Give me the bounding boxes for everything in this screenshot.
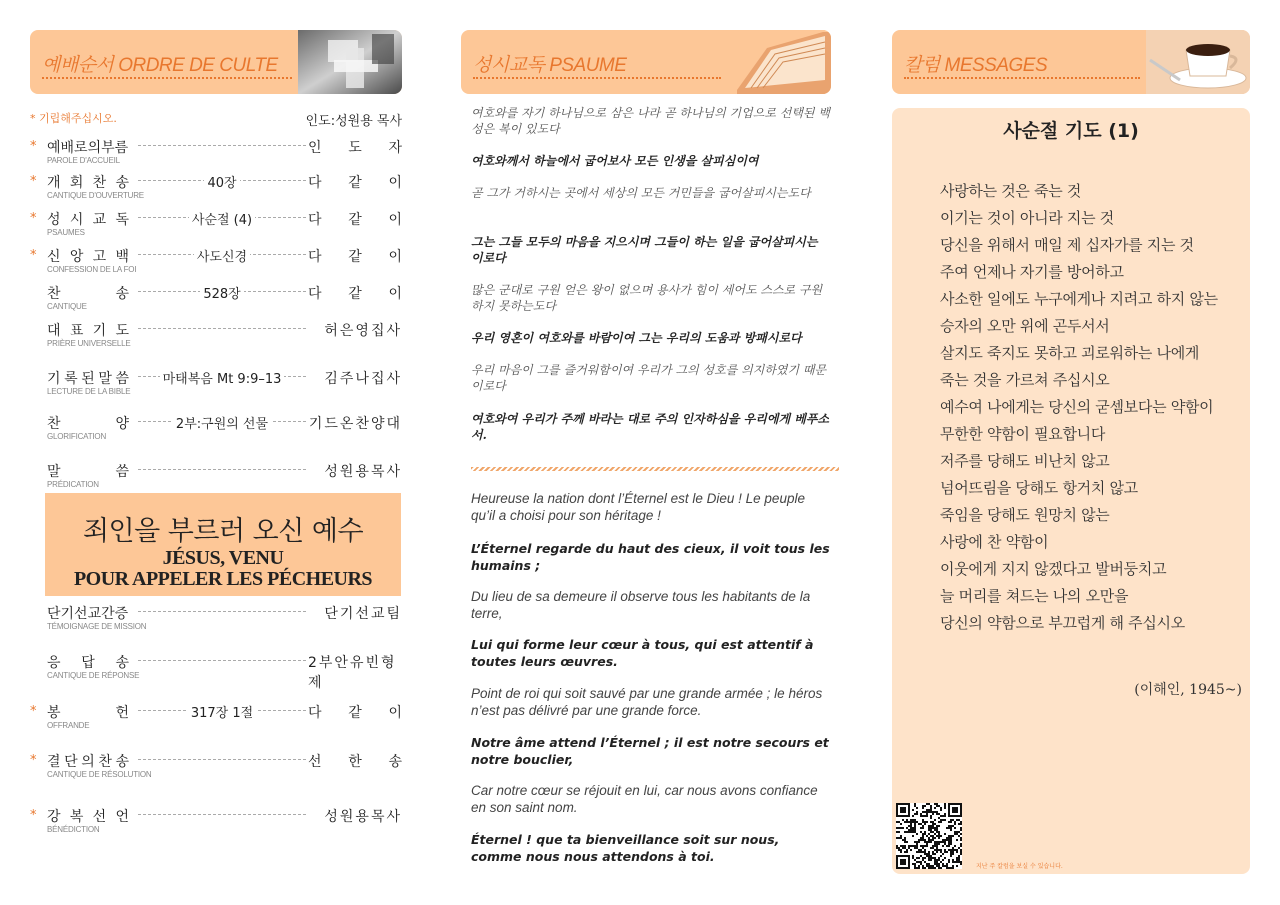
- service-item-name: 봉 헌: [47, 705, 129, 721]
- service-item-person: 인 도 자: [308, 140, 402, 156]
- service-item-detail-text: 40장: [204, 176, 239, 191]
- psalm-verse-french: Car notre cœur se réjouit en lui, car nous avons confiance en son saint nom.: [471, 783, 818, 815]
- poem-line: 이웃에게 지지 않겠다고 발버둥치고: [940, 560, 1167, 578]
- psalm-response-korean: 여호와여 우리가 주께 바라는 대로 주의 인자하심을 우리에게 베푸소서.: [471, 412, 830, 442]
- psalm-verse-french: Point de roi qui soit sauvé par une grande armée ; le héros n’est pas délivré par une grande force.: [471, 686, 823, 718]
- service-item-french: GLORIFICATION: [47, 432, 107, 441]
- service-item-name: 예배로의부름: [47, 140, 129, 156]
- stand-marker: *: [30, 211, 37, 226]
- service-item-detail-text: 528장: [200, 287, 243, 302]
- service-item: [30, 246, 402, 276]
- psalm-response-french: L’Éternel regarde du haut des cieux, il voit tous les humains ;: [471, 541, 830, 573]
- poem-line: 넘어뜨림을 당해도 항거치 않고: [940, 479, 1138, 497]
- service-item: [30, 806, 402, 836]
- poem-line: 당신을 위해서 매일 제 십자가를 지는 것: [940, 236, 1194, 254]
- service-item-name: 대 표 기 도: [47, 323, 129, 339]
- service-item-person: 2부안유빈형제: [308, 655, 397, 691]
- stand-note: * 기립해주십시오.: [30, 112, 117, 125]
- poem-line: 죽임을 당해도 원망치 않는: [940, 506, 1110, 524]
- service-item-person: 다 같 이: [308, 212, 402, 228]
- service-item-person: 선 한 송: [308, 754, 402, 770]
- psalm-divider: [471, 467, 839, 471]
- qr-caption: 지난 주 칼럼을 보실 수 있습니다.: [976, 863, 1063, 870]
- dashed-leader: [138, 814, 306, 815]
- messages-header: [892, 30, 1250, 94]
- dashed-leader: [138, 660, 306, 661]
- message-title: 사순절 기도 (1): [1003, 120, 1139, 142]
- service-item-detail-text: 마태복음 Mt 9:9–13: [160, 372, 285, 387]
- service-item-name: 개 회 찬 송: [47, 175, 129, 191]
- psalm-response-french: Éternel ! que ta bienveillance soit sur nous, comme nous nous attendons à toi.: [471, 832, 780, 864]
- service-item-detail: [138, 172, 306, 191]
- service-item: [30, 172, 402, 202]
- service-item: [30, 209, 402, 239]
- service-item-person: 기드온찬양대: [308, 416, 402, 432]
- service-item-detail: [138, 209, 306, 228]
- sermon-title-korean: 죄인을 부르러 오신 예수: [82, 516, 364, 547]
- poem-line: 사소한 일에도 누구에게나 지려고 하지 않는: [940, 290, 1218, 308]
- service-item-name: 강 복 선 언: [47, 809, 129, 825]
- service-item: [30, 461, 402, 491]
- leader-row: [30, 110, 402, 128]
- psalm-header-title: 성시교독 PSAUME: [473, 55, 627, 76]
- service-item-detail: [138, 413, 306, 432]
- stand-marker: *: [30, 139, 37, 154]
- service-item-name: 말 씀: [47, 464, 129, 480]
- service-item-name: 찬 송: [47, 286, 129, 302]
- service-item: [30, 702, 402, 732]
- service-item-person: 허은영집사: [324, 323, 402, 339]
- service-item-person: 다 같 이: [308, 249, 402, 265]
- poem-line: 사랑하는 것은 죽는 것: [940, 182, 1082, 200]
- dashed-leader: [138, 469, 306, 470]
- service-item-french: PRIÈRE UNIVERSELLE: [47, 339, 131, 348]
- service-item-person: 단기선교팀: [324, 606, 402, 622]
- service-item-detail: [138, 368, 306, 387]
- psalm-verse-french: Du lieu de sa demeure il observe tous les habitants de la terre,: [471, 589, 811, 621]
- poem-line: 살지도 죽지도 못하고 괴로워하는 나에게: [940, 344, 1200, 362]
- service-item-detail: [138, 702, 306, 721]
- poem-line: 늘 머리를 쳐드는 나의 오만을: [940, 587, 1129, 605]
- header-dotted-rule: [473, 77, 721, 79]
- stand-marker: *: [30, 753, 37, 768]
- stand-marker: *: [30, 248, 37, 263]
- service-item-name: 응 답 송: [47, 655, 129, 671]
- service-item-french: CANTIQUE: [47, 302, 87, 311]
- psalm-response-korean: 여호와께서 하늘에서 굽어보사 모든 인생을 살피심이여: [471, 154, 759, 168]
- service-item-name: 결 단 의 찬 송: [47, 754, 129, 770]
- sermon-title-french-2: POUR APPELER LES PÉCHEURS: [73, 568, 373, 590]
- poem-line: 무한한 약함이 필요합니다: [940, 425, 1106, 443]
- service-item: [30, 137, 402, 167]
- coffee-cup-photo: [1146, 30, 1250, 94]
- service-item-french: CONFESSION DE LA FOI: [47, 265, 137, 274]
- service-item: [30, 320, 402, 350]
- psalm-response-french: Notre âme attend l’Éternel ; il est notre secours et notre bouclier,: [471, 735, 829, 767]
- dashed-leader: [138, 328, 306, 329]
- order-header-title: 예배순서 ORDRE DE CULTE: [42, 55, 278, 76]
- service-item-detail: [138, 246, 306, 265]
- service-item-french: LECTURE DE LA BIBLE: [47, 387, 131, 396]
- dashed-leader: [138, 759, 306, 760]
- service-item: [30, 751, 402, 781]
- service-item-name: 성 시 교 독: [47, 212, 129, 228]
- service-item-french: PAROLE D'ACCUEIL: [47, 156, 120, 165]
- service-item-person: 성원용목사: [324, 464, 402, 480]
- service-item: [30, 368, 402, 398]
- leader-name: 인도:성원용 목사: [305, 114, 402, 129]
- service-item-french: CANTIQUE DE RÉPONSE: [47, 671, 140, 680]
- service-item-french: PRÉDICATION: [47, 480, 99, 489]
- messages-header-title: 칼럼 MESSAGES: [904, 55, 1048, 76]
- service-item-detail-text: 2부:구원의 선물: [173, 417, 271, 432]
- service-item-detail-text: 사순절 (4): [189, 213, 255, 228]
- order-header: [30, 30, 402, 94]
- dashed-leader: [138, 145, 306, 146]
- poem-line: 사랑에 찬 약함이: [940, 533, 1049, 551]
- service-item: [30, 283, 402, 313]
- stand-marker: *: [30, 808, 37, 823]
- service-item-french: CANTIQUE DE RÉSOLUTION: [47, 770, 152, 779]
- service-item-french: OFFRANDE: [47, 721, 90, 730]
- psalm-response-french: Lui qui forme leur cœur à tous, qui est attentif à toutes leurs œuvres.: [471, 637, 814, 669]
- psalm-verse-korean: 우리 마음이 그를 즐거워함이여 우리가 그의 성호를 의지하였기 때문이로다: [471, 363, 827, 393]
- poem-line: 당신의 약함으로 부끄럽게 해 주십시오: [940, 614, 1185, 632]
- service-item-french: TÉMOIGNAGE DE MISSION: [47, 622, 147, 631]
- service-item-name: 단기선교간증: [47, 606, 129, 622]
- header-dotted-rule: [904, 77, 1140, 79]
- service-item-person: 다 같 이: [308, 705, 402, 721]
- qr-code[interactable]: [896, 803, 962, 869]
- service-item-person: 다 같 이: [308, 175, 402, 191]
- cross-photo: [298, 30, 402, 94]
- psalm-verse-korean: 여호와를 자기 하나님으로 삼은 나라 곧 하나님의 기업으로 선택된 백성은 복이 있도다: [471, 106, 830, 136]
- book-photo: [727, 30, 831, 94]
- stand-marker: *: [30, 704, 37, 719]
- psalm-verse-korean: 곧 그가 거하시는 곳에서 세상의 모든 거민들을 굽어살피시는도다: [471, 186, 811, 200]
- header-dotted-rule: [42, 77, 292, 79]
- poem-line: 주여 언제나 자기를 방어하고: [940, 263, 1124, 281]
- service-item-detail-text: 사도신경: [194, 250, 250, 265]
- psalm-response-korean: 그는 그들 모두의 마음을 지으시며 그들이 하는 일을 굽어살피시는 이로다: [471, 235, 818, 265]
- psalm-response-korean: 우리 영혼이 여호와를 바람이여 그는 우리의 도움과 방패시로다: [471, 331, 802, 345]
- service-item-name: 찬 양: [47, 416, 129, 432]
- service-item-person: 김주나집사: [324, 371, 402, 387]
- psalm-verse-korean: 많은 군대로 구원 얻은 왕이 없으며 용사가 힘이 세어도 스스로 구원하지 못하는도다: [471, 283, 823, 313]
- poem-line: 이기는 것이 아니라 지는 것: [940, 209, 1114, 227]
- poem-line: 죽는 것을 가르쳐 주십시오: [940, 371, 1110, 389]
- service-item-detail: [138, 283, 306, 302]
- service-item: [30, 603, 402, 633]
- sermon-title-french-1: JÉSUS, VENU: [162, 547, 284, 569]
- service-item-name: 기 록 된 말 씀: [47, 371, 129, 387]
- dashed-leader: [138, 611, 306, 612]
- service-item-name: 신 앙 고 백: [47, 249, 129, 265]
- service-item-french: CANTIQUE D'OUVERTURE: [47, 191, 144, 200]
- psalm-verse-french: Heureuse la nation dont l’Éternel est le Dieu ! Le peuple qu’il a choisi pour son héritage !: [471, 491, 805, 523]
- service-item: [30, 652, 402, 691]
- service-item-french: BÉNÉDICTION: [47, 825, 100, 834]
- poem-line: 저주를 당해도 비난치 않고: [940, 452, 1110, 470]
- service-item-person: 다 같 이: [308, 286, 402, 302]
- poem-line: 예수여 나에게는 당신의 굳셈보다는 약함이: [940, 398, 1214, 416]
- poem-author: (이해인, 1945~): [1134, 682, 1242, 698]
- sermon-title-box: [45, 493, 401, 596]
- poem-line: 승자의 오만 위에 곤두서서: [940, 317, 1110, 335]
- service-item-french: PSAUMES: [47, 228, 85, 237]
- stand-marker: *: [30, 174, 37, 189]
- psalm-header: [461, 30, 831, 94]
- service-item-detail-text: 317장 1절: [188, 706, 256, 721]
- service-item: [30, 413, 402, 443]
- service-item-person: 성원용목사: [324, 809, 402, 825]
